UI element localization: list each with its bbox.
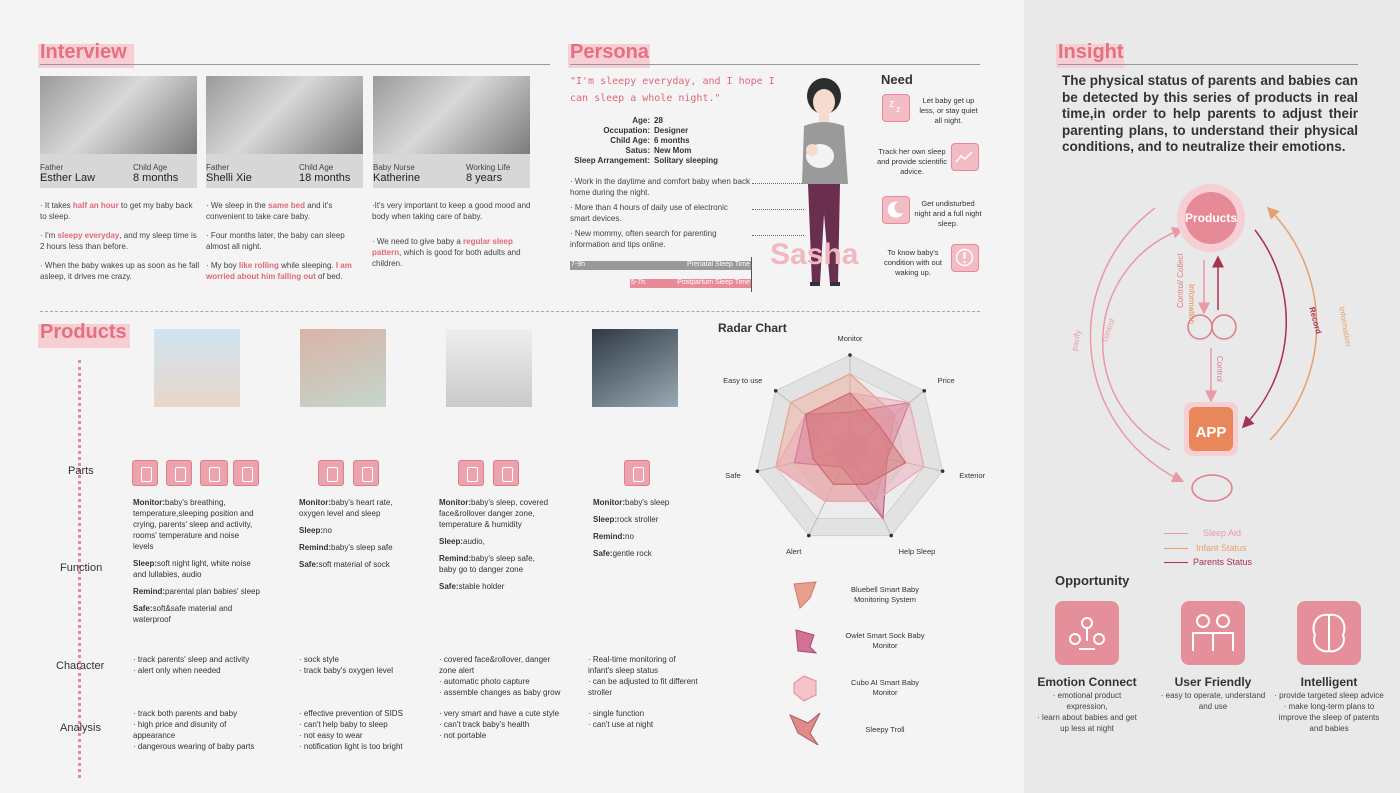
opportunity-intelligent: Intelligent: [1300, 675, 1358, 689]
person-age: 18 months: [299, 172, 351, 184]
person-name: Esther Law: [40, 172, 96, 184]
persona-fields: Age: 28 Occupation: Designer Child Age: 6 months Satus: New Mom Sleep Arrangement: Solitary sleeping: [574, 116, 719, 165]
thermometer-icon: [166, 460, 192, 486]
radar-axis-dot: [941, 469, 945, 473]
person-age-label: Child Age: [133, 163, 168, 172]
camera-icon: [200, 460, 228, 486]
label-record: Record: [1307, 306, 1324, 335]
person-role: Father: [40, 163, 64, 172]
person-name: Shelli Xie: [206, 172, 252, 184]
radar-axis-dot: [774, 389, 778, 393]
opportunity-user-friendly-desc: · easy to operate, understand and use: [1160, 691, 1266, 711]
radar-axis-label: Safe: [725, 470, 741, 480]
label-control-inner: control: [1100, 317, 1117, 344]
label-information-outer: Information: [1337, 306, 1353, 347]
monitor-icon: [458, 460, 484, 486]
moon-icon: [882, 196, 910, 224]
radar-title: Radar Chart: [718, 321, 787, 335]
radar-axis-dot: [756, 469, 760, 473]
radar-axis-label: Help Sleep: [898, 546, 936, 556]
interview-caption-1: [40, 154, 197, 188]
analysis-cubo: · very smart and have a cute style · can't track baby's health · not portable: [439, 709, 560, 740]
interview-quotes-2: · We sleep in the same bed and it's convenient to take care baby. · Four months later, the baby can sleep almost all night. · My boy like rolling while sleeping. I am worried about him falling out of bed.: [206, 201, 352, 281]
legend-line-infant-status: [1164, 548, 1188, 549]
interview-quotes-3: ·It's very important to keep a good mood and body when taking care of baby. · We need to give baby a regular sleep pattern, which is good for both adults and children.: [372, 201, 531, 268]
sleep-zz-icon: z z: [882, 94, 910, 122]
interview-photo-1: [40, 76, 197, 154]
people-network-icon: [1055, 601, 1119, 665]
insight-rule: [1058, 64, 1358, 65]
prenatal-sleep-bar: 7-9h Prenatal Sleep Time: [571, 261, 750, 268]
legend-line-sleep-aid: [1164, 533, 1188, 534]
character-owlet: · sock style · track baby's oxygen level: [299, 655, 394, 675]
person-age-label: Working Life: [466, 163, 511, 172]
legend-swatch-bluebell: [790, 580, 820, 610]
person-age: 8 months: [133, 172, 179, 184]
need-title: Need: [881, 72, 913, 87]
label-control-collect: Control/ Collect: [1176, 253, 1185, 308]
radar-legend-cubo: Cubo AI Smart Baby Monitor: [851, 678, 919, 697]
need-item: Get undisturbed night and a full night sleep.: [914, 199, 982, 228]
legend-swatch-cubo: [790, 673, 820, 703]
opportunity-user-friendly: User Friendly: [1174, 675, 1252, 689]
bar-axis: [751, 257, 752, 292]
radar-legend-bluebell: Bluebell Smart Baby Monitoring System: [851, 585, 919, 604]
label-pacify: pacify: [1070, 329, 1083, 352]
interview-title: Interview: [40, 42, 127, 62]
function-cubo: Monitor:baby's sleep, covered face&rollover danger zone, temperature & humidity Sleep:audio, Remind:baby's sleep safe, baby go to danger zone Safe:stable holder: [439, 498, 549, 591]
function-bluebell: Monitor:baby's breathing, temperature,sleeping position and crying, parents' sleep and activity, rooms' temperature and noise levels Sleep:soft night light, white noise and lullabies, audio Remind:parental plan babies' sleep Safe:soft&safe material and waterproof: [133, 498, 260, 624]
person-role: Father: [206, 163, 230, 172]
row-label-parts: Parts: [68, 465, 94, 477]
products-node: Products: [1184, 211, 1237, 225]
legend-sleep-aid: Sleep Aid: [1203, 528, 1242, 538]
radar-axis-label: Easy to use: [723, 376, 763, 386]
opportunity-emotion-connect-desc: · emotional product expression, · learn about babies and get up less at night: [1037, 691, 1137, 733]
products-title: Products: [40, 322, 127, 342]
opportunity-emotion-connect: Emotion Connect: [1037, 675, 1137, 689]
radar-axis-dot: [922, 389, 926, 393]
radar-axis-dot: [807, 534, 811, 538]
section-divider: [40, 311, 980, 312]
person-role: Baby Nurse: [373, 163, 415, 172]
interview-quotes-1: · It takes half an hour to get my baby back to sleep. · I'm sleepy everyday, and my sleep time is 2 hours less than before. · When the baby wakes up as soon as he fall asleep, it drives me crazy.: [40, 201, 200, 281]
character-sleepy-troll: · Real-time monitoring of infant's sleep status · can be adjusted to fit different stroller: [588, 655, 698, 697]
radar-chart: [710, 330, 990, 560]
chart-icon: [951, 143, 979, 171]
postpartum-sleep-bar: 5-7h Postpartum Sleep Time: [631, 279, 750, 286]
radar-legend-owlet: Owlet Smart Sock Baby Monitor: [845, 631, 925, 650]
radar-axis-label: Price: [937, 376, 955, 386]
legend-swatch-owlet: [790, 627, 820, 657]
person-age: 8 years: [466, 172, 503, 184]
interview-rule: [40, 64, 550, 65]
persona-title: Persona: [570, 42, 649, 62]
character-bluebell: · track parents' sleep and activity · alert only when needed: [133, 655, 250, 675]
radar-axis-dot: [848, 353, 852, 357]
analysis-owlet: · effective prevention of SIDS · can't help baby to sleep · not easy to wear · notification light is too bright: [299, 709, 403, 751]
insight-text: The physical status of parents and babies can be detected by this series of products in real time,in order to help parents to adjust their parenting plans, to understand their physical conditions, and to neutralize their emotions.: [1062, 73, 1358, 154]
label-information: Information: [1187, 284, 1196, 325]
phone-icon: [353, 460, 379, 486]
row-label-analysis: Analysis: [60, 722, 101, 734]
radar-axis-label: Alert: [785, 546, 802, 556]
character-cubo: · covered face&rollover, danger zone alert · automatic photo capture · assemble changes as baby grow: [439, 655, 561, 697]
radar-axis-label: Exterior: [959, 470, 986, 480]
radar-legend-sleepy-troll: Sleepy Troll: [865, 725, 905, 734]
brain-icon: [1297, 601, 1361, 665]
product-image-owlet: [300, 329, 386, 407]
function-sleepy-troll: Monitor:baby's sleep Sleep:rock stroller Remind:no Safe:gentle rock: [593, 498, 670, 558]
watch-icon: [132, 460, 158, 486]
sock-icon: [318, 460, 344, 486]
persona-name: Sasha: [770, 238, 859, 271]
opportunity-title: Opportunity: [1055, 573, 1130, 588]
interview-photo-3: [373, 76, 530, 154]
function-owlet: Monitor:baby's heart rate, oxygen level and sleep Sleep:no Remind:baby's sleep safe Safe:soft material of sock: [299, 498, 393, 569]
label-control: Control: [1215, 356, 1224, 382]
persona-bullets: · Work in the daytime and comfort baby when back home during the night. · More than 4 hours of daily use of electronic smart devices. · New mommy, often search for parenting information and tips online.: [570, 177, 750, 249]
analysis-bluebell: · track both parents and baby · high price and disunity of appearance · dangerous wearing of baby parts: [133, 709, 255, 751]
row-label-function: Function: [60, 562, 103, 574]
person-name: Katherine: [373, 172, 421, 184]
legend-infant-status: Infant Status: [1196, 543, 1247, 553]
insight-diagram: [1040, 180, 1380, 520]
radar-axis-dot: [889, 534, 893, 538]
need-item: Let baby get up less, or stay quiet all night.: [919, 96, 978, 125]
phone-icon: [493, 460, 519, 486]
person-age-label: Child Age: [299, 163, 334, 172]
persona-rule: [570, 64, 980, 65]
legend-parents-status: Parents Status: [1193, 557, 1253, 567]
app-node: APP: [1195, 424, 1227, 441]
device-icon: [624, 460, 650, 486]
legend-line-parents-status: [1164, 562, 1188, 563]
product-image-cubo: [446, 329, 532, 407]
product-image-bluebell: [154, 329, 240, 407]
insight-title: Insight: [1058, 42, 1124, 62]
phone-icon: [233, 460, 259, 486]
alert-icon: [951, 244, 979, 272]
users-icon: [1181, 601, 1245, 665]
radar-axis-label: Monitor: [837, 333, 863, 343]
persona-quote: "I'm sleepy everyday, and I hope I can sleep a whole night.": [570, 76, 775, 104]
need-item: To know baby's condition with out waking up.: [884, 248, 942, 277]
interview-caption-3: [373, 154, 530, 188]
legend-swatch-sleepy-troll: [788, 711, 822, 747]
row-label-character: Character: [56, 660, 105, 672]
need-item: Track her own sleep and provide scientific advice.: [876, 147, 948, 176]
product-image-sleepy-troll: [592, 329, 678, 407]
opportunity-intelligent-desc: · provide targeted sleep advice · make long-term plans to improve the sleep of patents and babies: [1274, 691, 1384, 733]
interview-photo-2: [206, 76, 363, 154]
interview-caption-2: [206, 154, 363, 188]
analysis-sleepy-troll: · single function · can't use at night: [588, 709, 654, 729]
